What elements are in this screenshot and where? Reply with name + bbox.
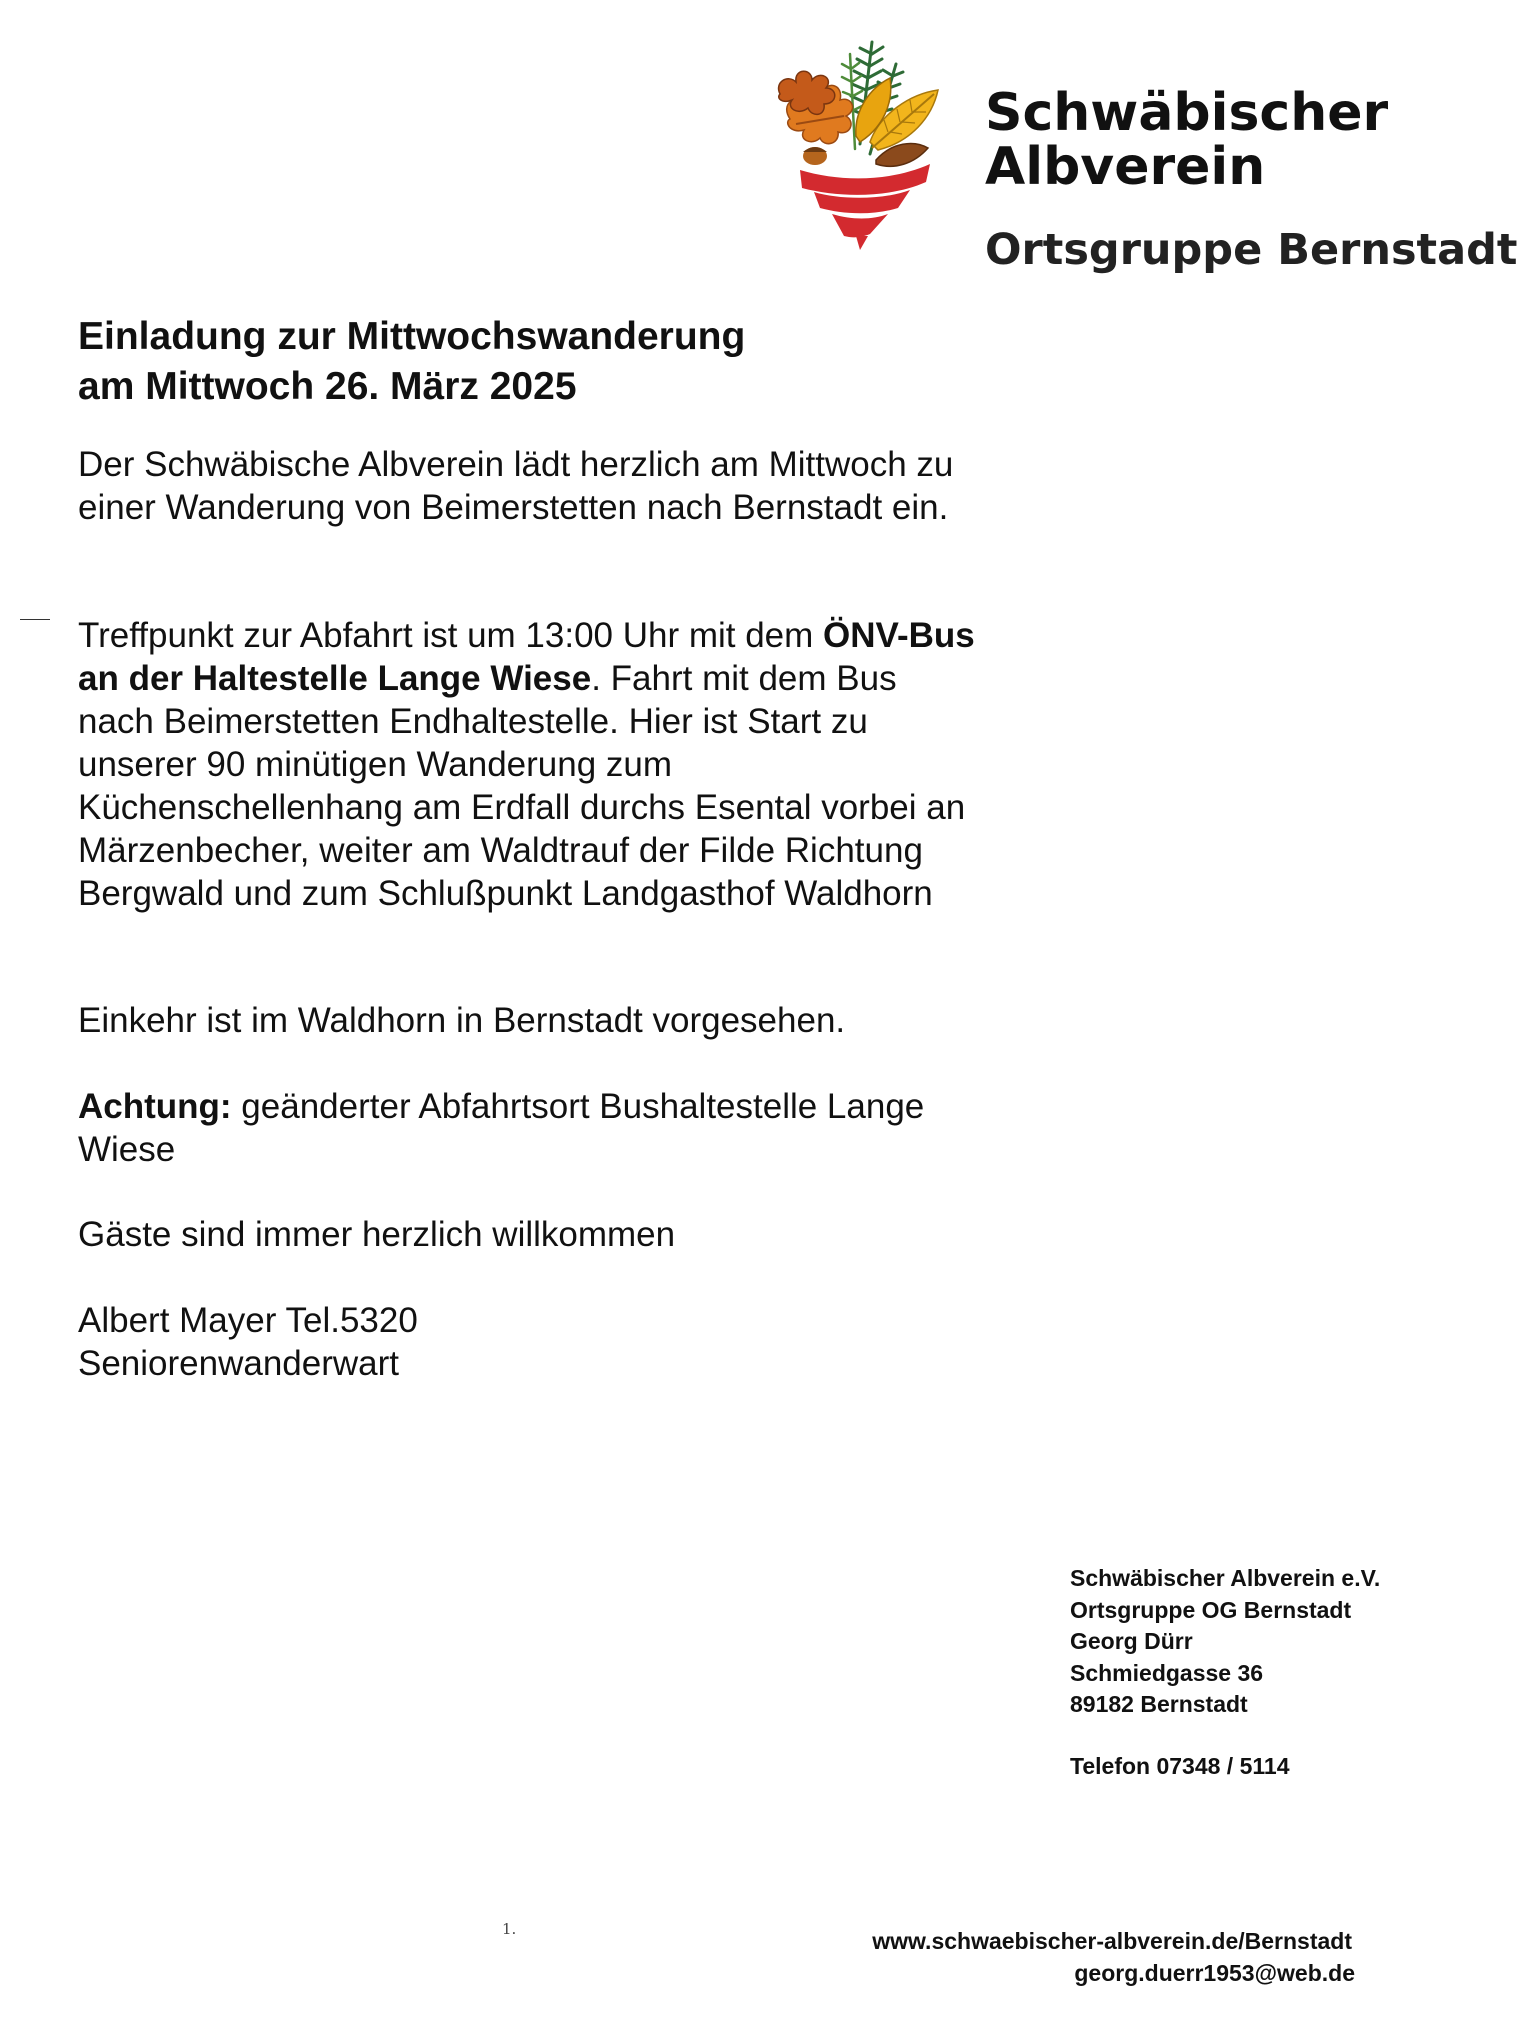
einkehr-paragraph: Einkehr ist im Waldhorn in Bernstadt vorgesehen. bbox=[78, 1001, 846, 1040]
address-line: Georg Dürr bbox=[1070, 1628, 1193, 1654]
organization-name bbox=[985, 83, 1389, 197]
albverein-logo-icon bbox=[760, 24, 960, 254]
address-line: 89182 Bernstadt bbox=[1070, 1691, 1248, 1717]
signature-block bbox=[78, 1299, 978, 1385]
email-link[interactable]: georg.duerr1953@web.de bbox=[1074, 1960, 1355, 1986]
title-line1: Einladung zur Mittwochswanderung bbox=[78, 315, 746, 358]
intro-paragraph: Der Schwäbische Albverein lädt herzlich am Mittwoch zu einer Wanderung von Beimerstetten nach Bernstadt ein. bbox=[78, 445, 954, 527]
notice-paragraph bbox=[78, 1085, 978, 1171]
meeting-bold-location: ÖNV-Bus an der Haltestelle Lange Wiese bbox=[78, 616, 975, 698]
meeting-text-after: . Fahrt mit dem Bus nach Beimerstetten Endhaltestelle. Hier ist Start zu unserer 90 minütigen Wanderung zum Küchenschellenhang am Erdfall durchs Esental vorbei an Märzenbecher, weiter am Waldtrauf der Filde Richtung Bergwald und zum Schlußpunkt Landgasthof Waldhorn bbox=[78, 659, 966, 913]
footer-address bbox=[1070, 1563, 1380, 1721]
org-name-line2: Albverein bbox=[985, 137, 1266, 197]
document-title bbox=[78, 312, 745, 412]
meeting-text-before: Treffpunkt zur Abfahrt ist um 13:00 Uhr mit dem bbox=[78, 616, 824, 655]
margin-mark bbox=[20, 619, 50, 620]
address-line: Schmiedgasse 36 bbox=[1070, 1659, 1264, 1686]
signature-role: Seniorenwanderwart bbox=[78, 1344, 400, 1383]
address-line: Schwäbischer Albverein e.V. bbox=[1070, 1565, 1381, 1591]
footer-phone: Telefon 07348 / 5114 bbox=[1070, 1753, 1290, 1779]
org-name-line1: Schwäbischer bbox=[985, 83, 1389, 143]
meeting-paragraph bbox=[78, 614, 978, 915]
title-line2: am Mittwoch 26. März 2025 bbox=[78, 365, 577, 408]
address-line: Ortsgruppe OG Bernstadt bbox=[1070, 1596, 1352, 1623]
website-link[interactable]: www.schwaebischer-albverein.de/Bernstadt bbox=[872, 1928, 1352, 1954]
guests-paragraph: Gäste sind immer herzlich willkommen bbox=[78, 1215, 676, 1254]
notice-text: geänderter Abfahrtsort Bushaltestelle Lange Wiese bbox=[78, 1087, 925, 1169]
org-subtitle: Ortsgruppe Bernstadt bbox=[985, 225, 1518, 275]
notice-label: Achtung: bbox=[78, 1087, 232, 1126]
page-number: 1. bbox=[502, 1920, 517, 1938]
signature-name-phone: Albert Mayer Tel.5320 bbox=[78, 1301, 418, 1340]
